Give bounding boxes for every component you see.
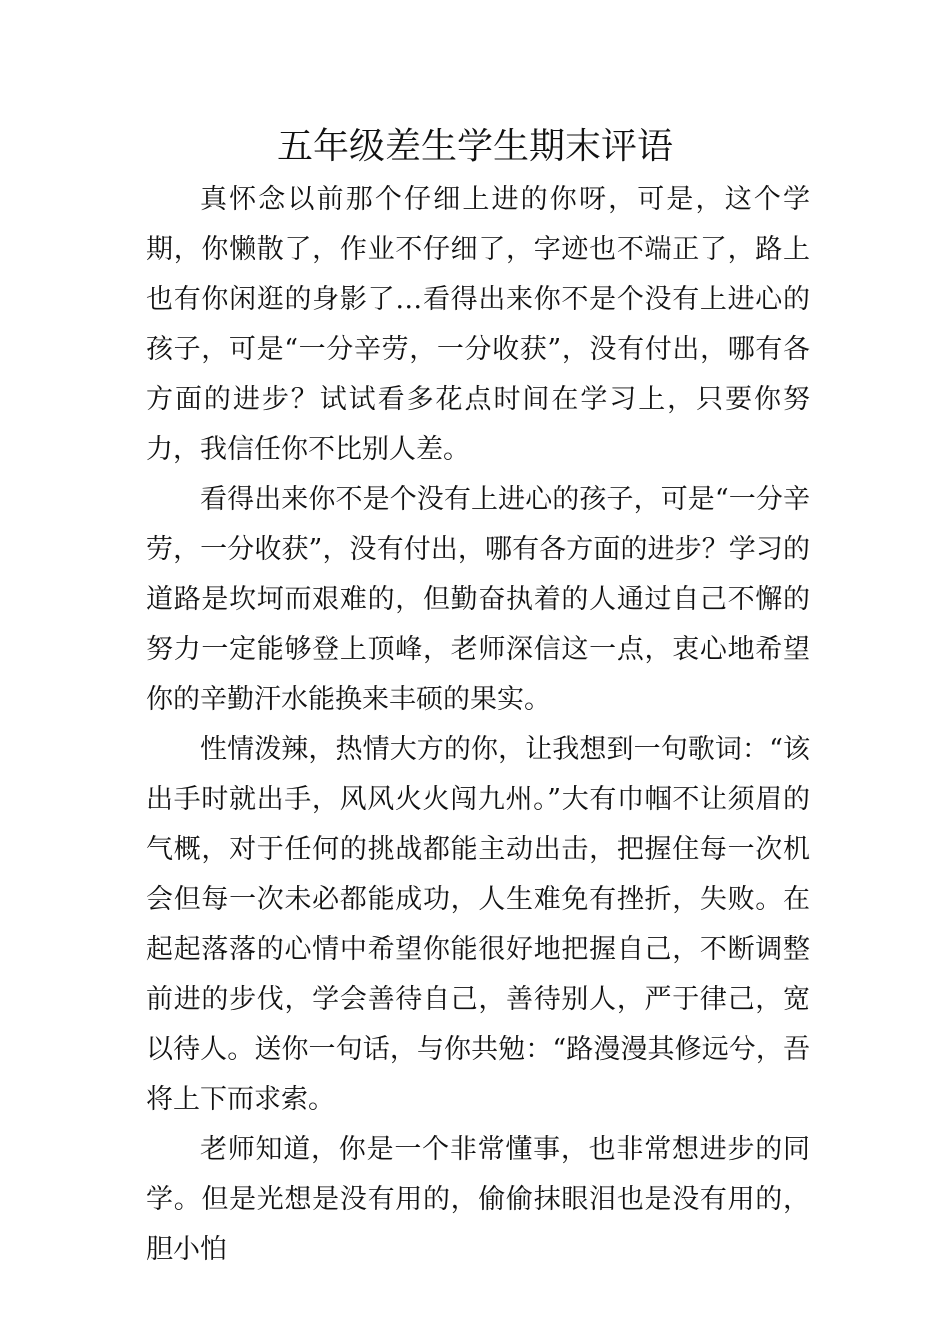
paragraph-1: 真怀念以前那个仔细上进的你呀，可是，这个学期，你懒散了，作业不仔细了，字迹也不端正了，路上也有你闲逛的身影了…看得出来你不是个没有上进心的孩子，可是“一分辛劳，一分收获”，没有付出，哪有各方面的进步？试试看多花点时间在学习上，只要你努力，我信任你不比别人差。 [146,184,810,465]
document-body [146,175,810,1275]
paragraph-4: 老师知道，你是一个非常懂事，也非常想进步的同学。但是光想是没有用的，偷偷抹眼泪也是没有用的，胆小怕 [146,1134,810,1265]
paragraph-3: 性情泼辣，热情大方的你，让我想到一句歌词：“该出手时就出手，风风火火闯九州。”大有巾帼不让须眉的气概，对于任何的挑战都能主动出击，把握住每一次机会但每一次未必都能成功，人生难免有挫折，失败。在起起落落的心情中希望你能很好地把握自己，不断调整前进的步伐，学会善待自己，善待别人，严于律己，宽以待人。送你一句话，与你共勉：“路漫漫其修远兮，吾将上下而求索。 [146,734,810,1115]
document-title: 五年级差生学生期末评语 [276,126,673,167]
paragraph-2: 看得出来你不是个没有上进心的孩子，可是“一分辛劳，一分收获”，没有付出，哪有各方面的进步？学习的道路是坎坷而艰难的，但勤奋执着的人通过自己不懈的努力一定能够登上顶峰，老师深信这一点，衷心地希望你的辛勤汗水能换来丰硕的果实。 [146,484,810,715]
